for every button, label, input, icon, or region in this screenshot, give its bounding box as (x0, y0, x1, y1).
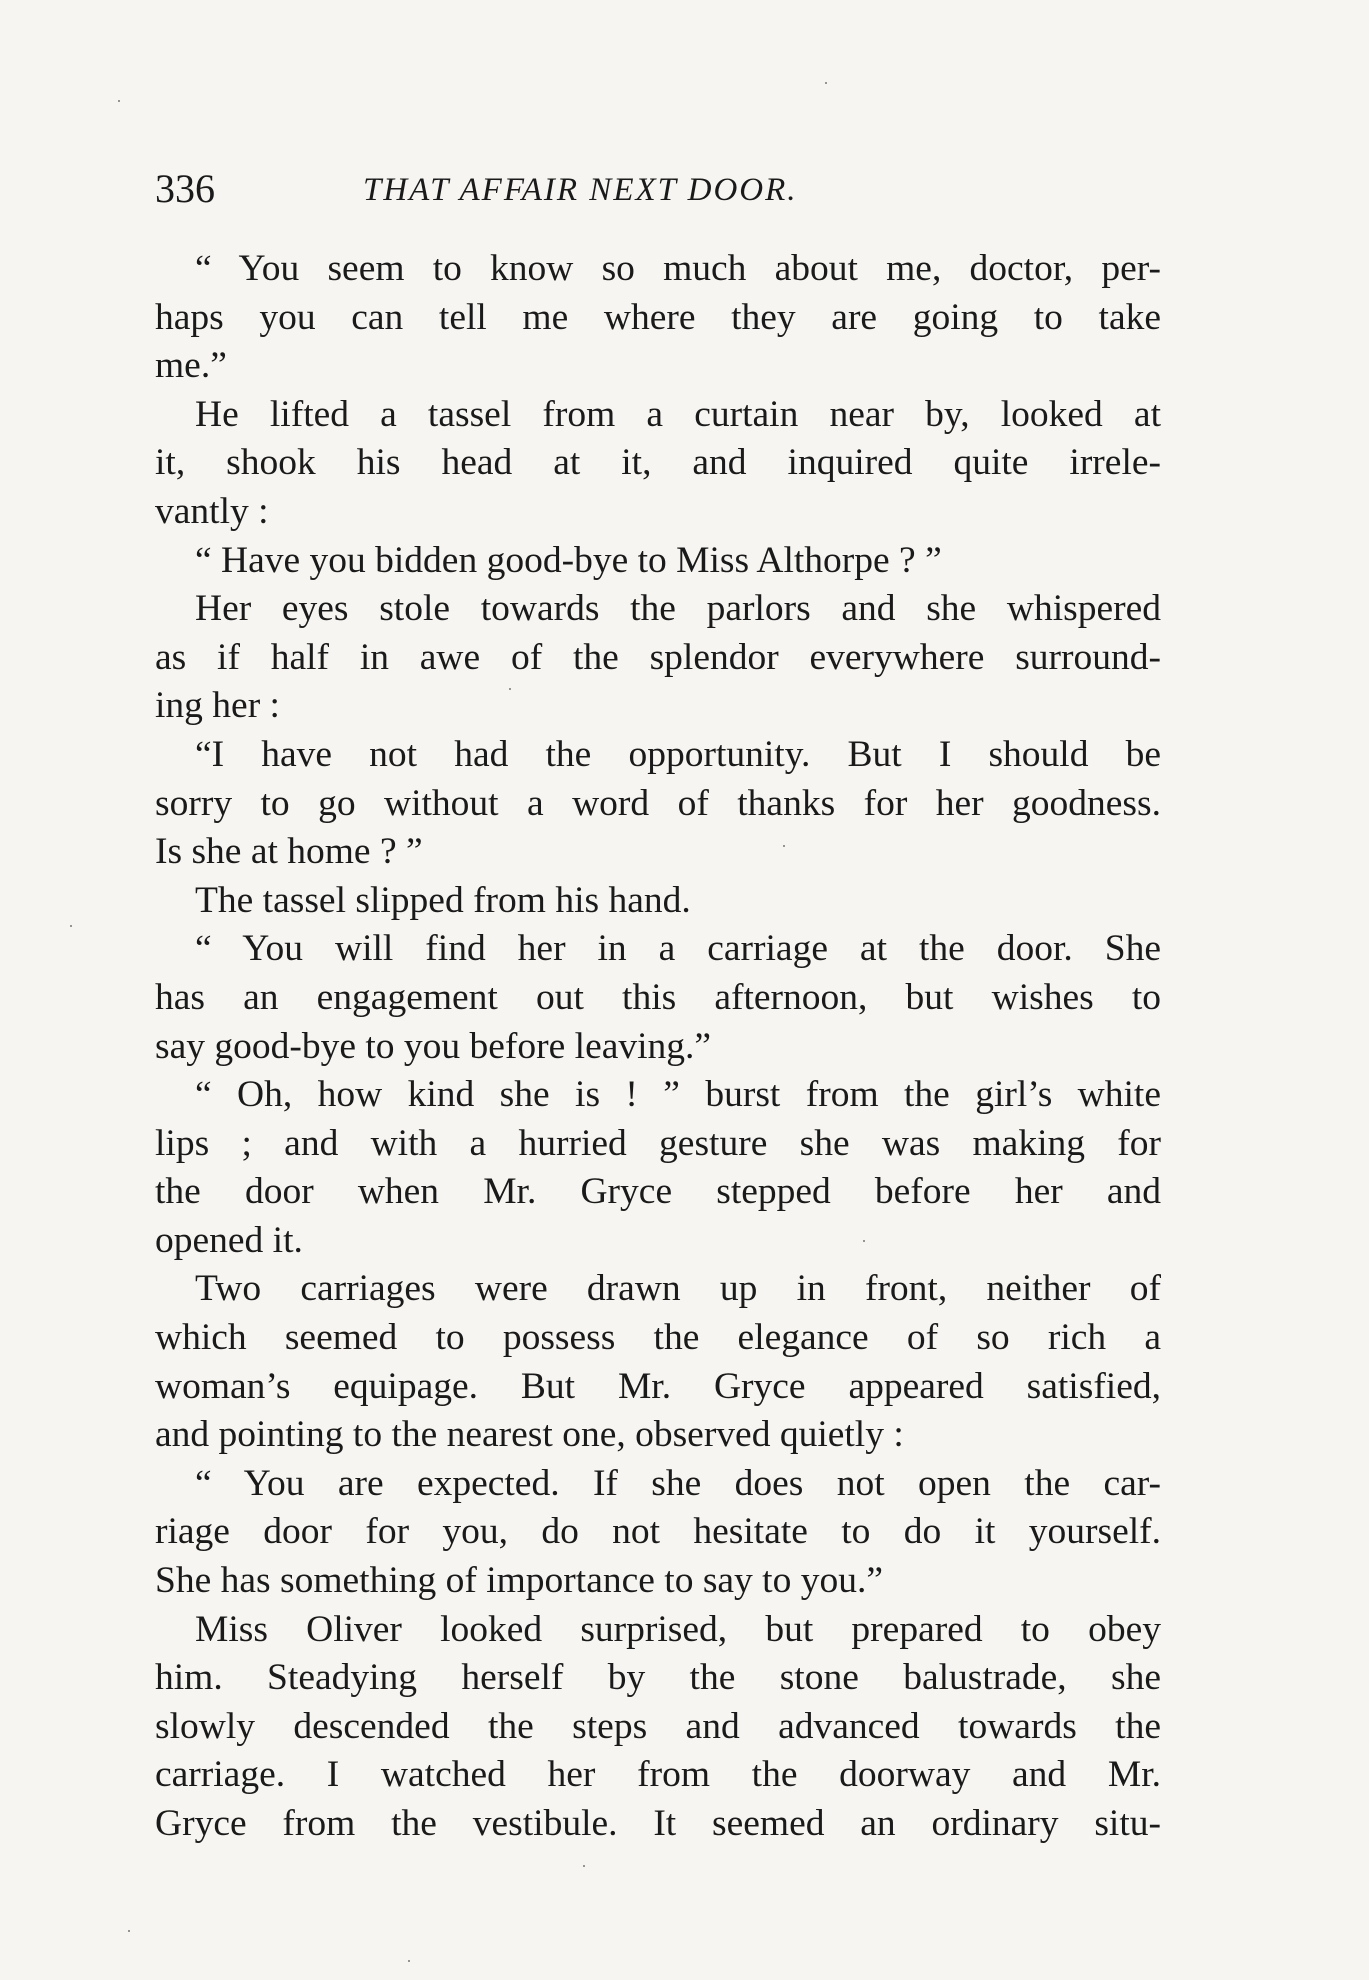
text-line: vantly : (155, 490, 269, 532)
text-line: Her eyes stole towards the parlors and she whispered (195, 588, 1161, 630)
text-line: it, shook his head at it, and inquired quite irrele- (155, 442, 1161, 484)
text-line: The tassel slipped from his hand. (195, 879, 691, 921)
paper-speck (408, 1960, 410, 1962)
paper-speck (583, 1865, 585, 1867)
text-line: “ You seem to know so much about me, doctor, per- (195, 248, 1161, 289)
text-line: him. Steadying herself by the stone balustrade, she (155, 1657, 1161, 1699)
running-title: THAT AFFAIR NEXT DOOR. (363, 172, 798, 208)
text-line: lips ; and with a hurried gesture she was making for (155, 1122, 1161, 1164)
text-line: sorry to go without a word of thanks for her goodness. (155, 782, 1161, 824)
text-line: “ You will find her in a carriage at the door. She (195, 928, 1161, 970)
text-line: carriage. I watched her from the doorway and Mr. (155, 1754, 1161, 1796)
text-line: and pointing to the nearest one, observed quietly : (155, 1414, 904, 1456)
text-line: Two carriages were drawn up in front, neither of (195, 1268, 1161, 1310)
text-line: She has something of importance to say to you.” (155, 1560, 883, 1602)
text-line: haps you can tell me where they are going to take (155, 296, 1161, 338)
text-line: say good-bye to you before leaving.” (155, 1025, 712, 1067)
text-line: riage door for you, do not hesitate to do it yourself. (155, 1511, 1161, 1553)
text-line: ing her : (155, 685, 280, 727)
text-line: me.” (155, 345, 227, 387)
text-line: “ You are expected. If she does not open the car- (195, 1462, 1161, 1504)
body-text (155, 245, 1161, 1849)
text-line: “ Have you bidden good-bye to Miss Althorpe ? ” (195, 539, 942, 581)
text-line: slowly descended the steps and advanced towards the (155, 1705, 1161, 1747)
paper-speck (825, 82, 827, 84)
paper-speck (118, 100, 120, 102)
paper-speck (863, 1240, 865, 1242)
text-line: which seemed to possess the elegance of so rich a (155, 1317, 1161, 1359)
text-line: Is she at home ? ” (155, 831, 423, 873)
page-number: 336 (155, 166, 215, 211)
text-line: the door when Mr. Gryce stepped before her and (155, 1171, 1161, 1213)
text-line: “I have not had the opportunity. But I should be (195, 733, 1161, 775)
paper-speck (509, 688, 511, 690)
paper-speck (783, 845, 785, 847)
paper-speck (128, 1930, 130, 1932)
paper-speck (70, 925, 72, 927)
text-line: Gryce from the vestibule. It seemed an ordinary situ- (155, 1803, 1161, 1844)
text-line: Miss Oliver looked surprised, but prepared to obey (195, 1608, 1161, 1650)
text-line: opened it. (155, 1219, 303, 1261)
text-line: has an engagement out this afternoon, but wishes to (155, 976, 1161, 1018)
text-line: “ Oh, how kind she is ! ” burst from the girl’s white (195, 1074, 1161, 1116)
page-header (155, 165, 1165, 221)
text-line: He lifted a tassel from a curtain near by, looked at (195, 393, 1161, 435)
text-line: woman’s equipage. But Mr. Gryce appeared satisfied, (155, 1365, 1161, 1407)
text-line: as if half in awe of the splendor everywhere surround- (155, 636, 1161, 678)
